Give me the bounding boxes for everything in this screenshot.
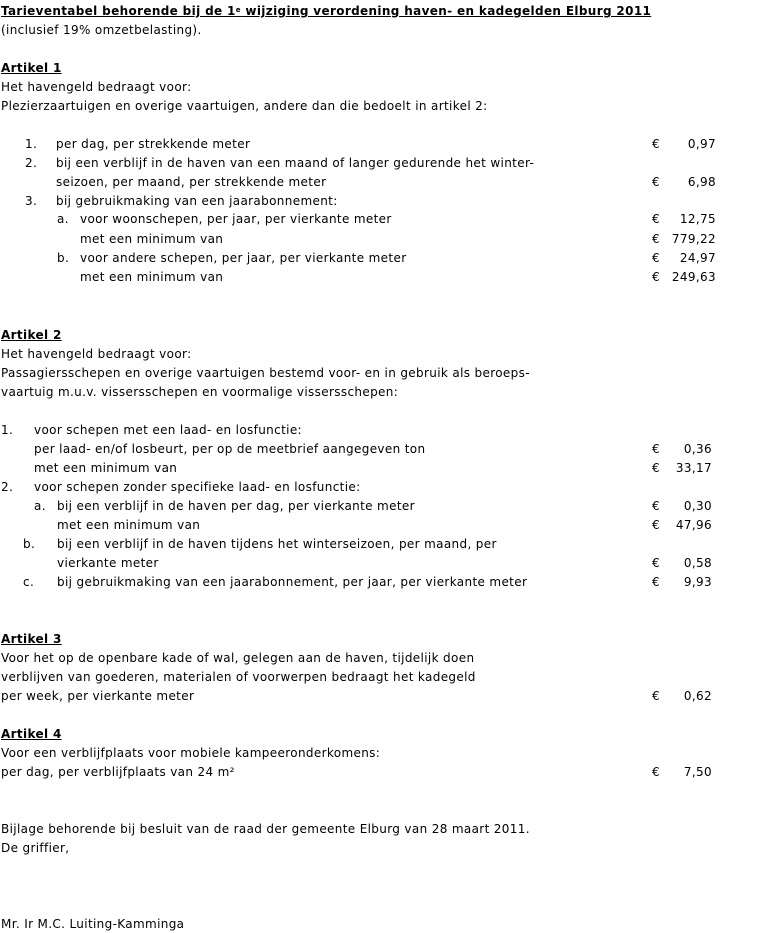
currency-symbol: € — [652, 575, 660, 589]
artikel2-sub-text: bij gebruikmaking van een jaarabonnement, per jaar, per vierkante meter — [57, 575, 528, 589]
artikel3-text: Voor het op de openbare kade of wal, gelegen aan de haven, tijdelijk doen — [1, 651, 475, 665]
artikel2-heading: Artikel 2 — [1, 328, 62, 342]
amount: 0,30 — [683, 499, 712, 513]
amount: 33,17 — [675, 461, 712, 475]
artikel1-scope: Plezierzaartuigen en overige vaartuigen, andere dan die bedoelt in artikel 2: — [1, 99, 488, 113]
signatory: Mr. Ir M.C. Luiting-Kamminga — [1, 917, 185, 931]
artikel1-sub-text: met een minimum van — [80, 270, 224, 284]
artikel2-sub-text: met een minimum van — [57, 518, 201, 532]
artikel1-item-number: 1. — [25, 137, 38, 151]
artikel2-item-text: per laad- en/of losbeurt, per op de meetbrief aangegeven ton — [34, 442, 426, 456]
currency-symbol: € — [652, 175, 660, 189]
amount: 779,22 — [671, 232, 716, 246]
currency-symbol: € — [652, 212, 660, 226]
artikel1-intro: Het havengeld bedraagt voor: — [1, 80, 192, 94]
amount: 249,63 — [671, 270, 716, 284]
artikel1-sub-text: voor woonschepen, per jaar, per vierkante meter — [80, 212, 392, 226]
amount: 24,97 — [679, 251, 716, 265]
artikel1-sub-text: voor andere schepen, per jaar, per vierkante meter — [80, 251, 407, 265]
artikel2-sub-text: vierkante meter — [57, 556, 159, 570]
artikel1-item-text: bij een verblijf in de haven van een maand of langer gedurende het winter- — [56, 156, 535, 170]
amount: 9,93 — [683, 575, 712, 589]
currency-symbol: € — [652, 270, 660, 284]
artikel1-sub-text: met een minimum van — [80, 232, 224, 246]
artikel2-sub-text: bij een verblijf in de haven tijdens het winterseizoen, per maand, per — [57, 537, 497, 551]
amount: 0,97 — [687, 137, 716, 151]
artikel2-sub-letter: a. — [34, 499, 46, 513]
artikel4-heading: Artikel 4 — [1, 727, 62, 741]
artikel1-item-number: 3. — [25, 194, 38, 208]
artikel2-scope: vaartuig m.u.v. vissersschepen en voormalige vissersschepen: — [1, 385, 399, 399]
artikel2-item-number: 1. — [1, 423, 14, 437]
currency-symbol: € — [652, 689, 660, 703]
amount: 6,98 — [687, 175, 716, 189]
amount: 7,50 — [683, 765, 712, 779]
artikel2-scope: Passagiersschepen en overige vaartuigen bestemd voor- en in gebruik als beroeps- — [1, 366, 530, 380]
artikel4-text: per dag, per verblijfplaats van 24 m² — [1, 765, 235, 779]
artikel2-item-text: met een minimum van — [34, 461, 178, 475]
currency-symbol: € — [652, 765, 660, 779]
artikel1-item-text: per dag, per strekkende meter — [56, 137, 251, 151]
currency-symbol: € — [652, 232, 660, 246]
amount: 12,75 — [679, 212, 716, 226]
document-subtitle: (inclusief 19% omzetbelasting). — [1, 23, 202, 37]
artikel2-item-number: 2. — [1, 480, 14, 494]
title-text: Tarieventabel behorende bij de 1 — [1, 4, 236, 18]
currency-symbol: € — [652, 556, 660, 570]
artikel1-sub-letter: b. — [57, 251, 70, 265]
artikel2-sub-letter: b. — [23, 537, 36, 551]
artikel2-item-text: voor schepen met een laad- en losfunctie: — [34, 423, 302, 437]
artikel3-text: verblijven van goederen, materialen of voorwerpen bedraagt het kadegeld — [1, 670, 476, 684]
closing-text: De griffier, — [1, 841, 70, 855]
artikel1-item-text: seizoen, per maand, per strekkende meter — [56, 175, 327, 189]
artikel3-heading: Artikel 3 — [1, 632, 62, 646]
currency-symbol: € — [652, 518, 660, 532]
artikel1-item-number: 2. — [25, 156, 38, 170]
title-superscript: e — [235, 6, 241, 14]
title-text-rest: wijziging verordening haven- en kadegelden Elburg 2011 — [240, 4, 652, 18]
artikel4-text: Voor een verblijfplaats voor mobiele kampeeronderkomens: — [1, 746, 381, 760]
currency-symbol: € — [652, 442, 660, 456]
artikel2-item-text: voor schepen zonder specifieke laad- en losfunctie: — [34, 480, 361, 494]
artikel1-sub-letter: a. — [57, 212, 69, 226]
artikel2-sub-text: bij een verblijf in de haven per dag, per vierkante meter — [57, 499, 415, 513]
artikel2-intro: Het havengeld bedraagt voor: — [1, 347, 192, 361]
currency-symbol: € — [652, 461, 660, 475]
currency-symbol: € — [652, 137, 660, 151]
artikel2-sub-letter: c. — [23, 575, 35, 589]
artikel1-heading: Artikel 1 — [1, 61, 62, 75]
closing-text: Bijlage behorende bij besluit van de raad der gemeente Elburg van 28 maart 2011. — [1, 822, 530, 836]
amount: 47,96 — [675, 518, 712, 532]
artikel1-item-text: bij gebruikmaking van een jaarabonnement: — [56, 194, 338, 208]
artikel3-text: per week, per vierkante meter — [1, 689, 195, 703]
currency-symbol: € — [652, 251, 660, 265]
amount: 0,36 — [683, 442, 712, 456]
amount: 0,58 — [683, 556, 712, 570]
currency-symbol: € — [652, 499, 660, 513]
document-title — [1, 4, 651, 18]
amount: 0,62 — [683, 689, 712, 703]
